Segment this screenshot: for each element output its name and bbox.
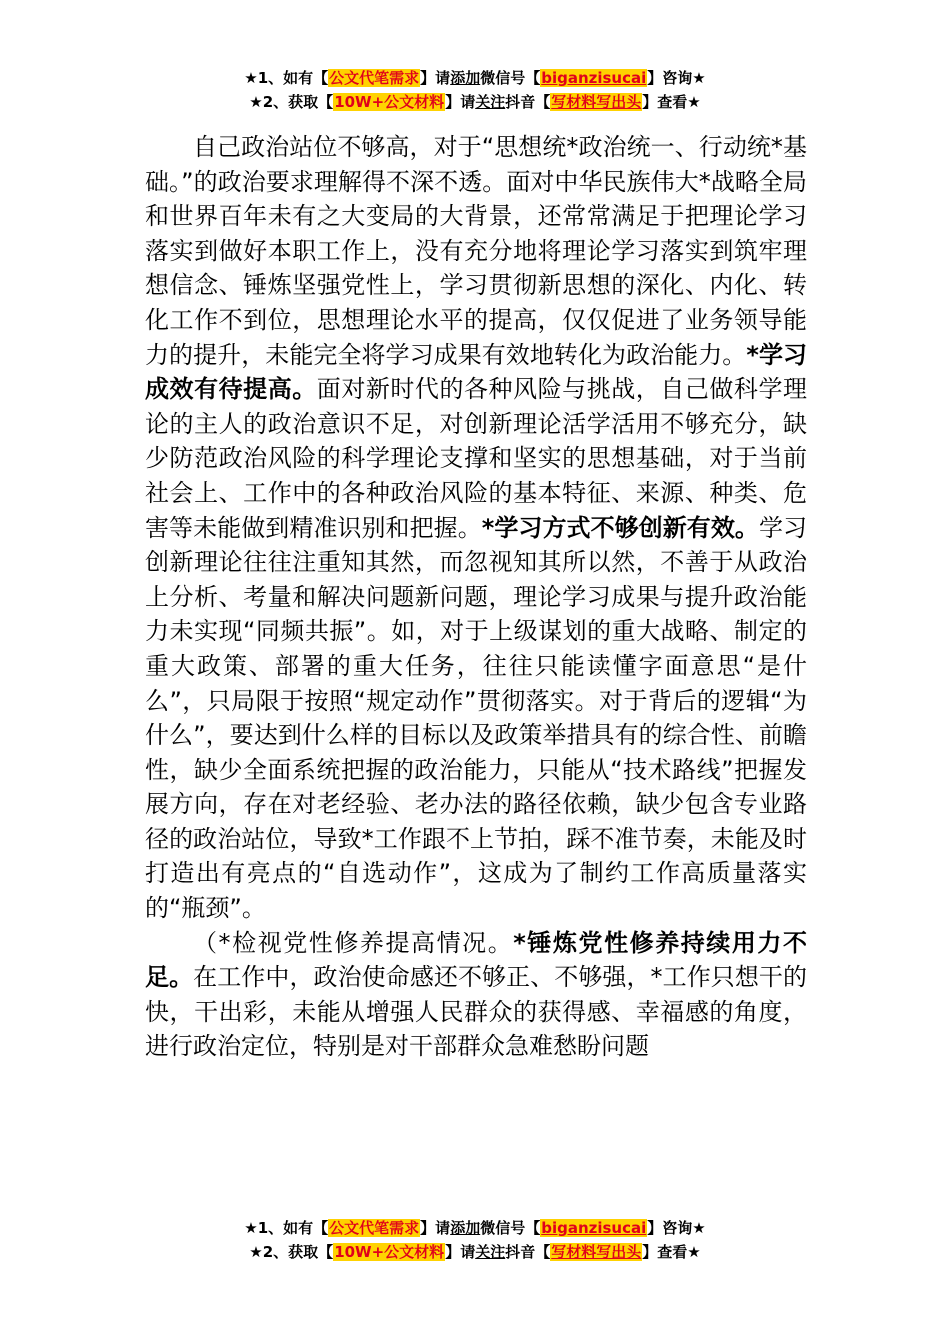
paragraph-text: 自己政治站位不够高，对于“思想统*政治统一、行动统*基础。”的政治要求理解得不深不透。面对中华民族伟大*战略全局和世界百年未有之大变局的大背景，还常常满足于把理论学习落实到做好本职工作上，没有充分地将理论学习落实到筑牢理想信念、锤炼坚强党性上，学习贯彻新思想的深化、内化、转化工作不到位，思想理论水平的提高，仅仅促进了业务领导能力的提升，未能完全将学习成果有效地转化为政治能力。 — [145, 133, 807, 369]
promo-text: 】咨询★ — [647, 1219, 706, 1237]
promo-text: 】请 — [445, 93, 476, 111]
promo-text: 】查看★ — [642, 1243, 701, 1261]
footer-promo-banner — [0, 1216, 950, 1264]
promo-line-1 — [0, 1216, 950, 1240]
promo-underline-add: 添加 — [450, 69, 481, 87]
promo-douyin-account[interactable]: 写材料写出头 — [551, 93, 642, 111]
promo-text: 】请 — [445, 1243, 476, 1261]
promo-text: 抖音【 — [505, 1243, 551, 1261]
paragraph-2 — [145, 926, 807, 1064]
promo-wechat-id[interactable]: biganzisucai — [541, 1219, 647, 1237]
document-body — [145, 130, 807, 1064]
header-promo-banner — [0, 66, 950, 114]
promo-wechat-id[interactable]: biganzisucai — [541, 69, 647, 87]
promo-text: ★2、获取【 — [249, 1243, 334, 1261]
promo-line-2 — [0, 90, 950, 114]
promo-text: 】咨询★ — [647, 69, 706, 87]
paragraph-1 — [145, 130, 807, 926]
promo-text: 】请 — [420, 1219, 451, 1237]
promo-text: ★1、如有【 — [244, 69, 329, 87]
paragraph-text: 面对新时代的各种风险与挑战，自己做科学理论的主人的政治意识不足，对创新理论活学活用不够充分，缺少防范政治风险的科学理论支撑和坚实的思想基础，对于当前社会上、工作中的各种政治风险的基本特征、来源、种类、危害等未能做到精准识别和把握。 — [145, 375, 808, 542]
paragraph-heading-bold: *学习成效有待提高。 — [145, 340, 808, 404]
promo-text: 抖音【 — [505, 93, 551, 111]
promo-line-2 — [0, 1240, 950, 1264]
paragraph-text: 在工作中，政治使命感还不够正、不够强，*工作只想干的快，干出彩，未能从增强人民群众的获得感、幸福感的角度，进行政治定位，特别是对干部群众急难愁盼问题 — [145, 963, 808, 1061]
promo-text: ★1、如有【 — [244, 1219, 329, 1237]
promo-text: 】查看★ — [642, 93, 701, 111]
promo-text: 微信号【 — [480, 69, 541, 87]
promo-underline-add: 添加 — [450, 1219, 481, 1237]
promo-text: 】请 — [420, 69, 451, 87]
promo-highlight-service: 公文代笔需求 — [329, 1219, 420, 1237]
promo-text: 微信号【 — [480, 1219, 541, 1237]
promo-underline-follow: 关注 — [475, 93, 506, 111]
promo-text: ★2、获取【 — [249, 93, 334, 111]
paragraph-text: 学习创新理论往往注重知其然，而忽视知其所以然，不善于从政治上分析、考量和解决问题新问题，理论学习成果与提升政治能力未实现“同频共振”。如，对于上级谋划的重大战略、制定的重大政策、部署的重大任务，往往只能读懂字面意思“是什么”，只局限于按照“规定动作”贯彻落实。对于背后的逻辑“为什么”，要达到什么样的目标以及政策举措具有的综合性、前瞻性，缺少全面系统把握的政治能力，只能从“技术路线”把握发展方向，存在对老经验、老办法的路径依赖，缺少包含专业路径的政治站位，导致*工作跟不上节拍，踩不准节奏，未能及时打造出有亮点的“自选动作”，这成为了制约工作高质量落实的“瓶颈”。 — [145, 513, 808, 923]
paragraph-heading-bold: *锤炼党性修养持续用力不足。 — [145, 928, 807, 992]
promo-underline-follow: 关注 — [475, 1243, 506, 1261]
promo-highlight-materials: 10W+公文材料 — [334, 1243, 445, 1261]
promo-highlight-service: 公文代笔需求 — [329, 69, 420, 87]
promo-line-1 — [0, 66, 950, 90]
paragraph-text: （*检视党性修养提高情况。 — [193, 928, 514, 957]
promo-douyin-account[interactable]: 写材料写出头 — [551, 1243, 642, 1261]
paragraph-heading-bold: *学习方式不够创新有效。 — [481, 513, 759, 542]
promo-highlight-materials: 10W+公文材料 — [334, 93, 445, 111]
